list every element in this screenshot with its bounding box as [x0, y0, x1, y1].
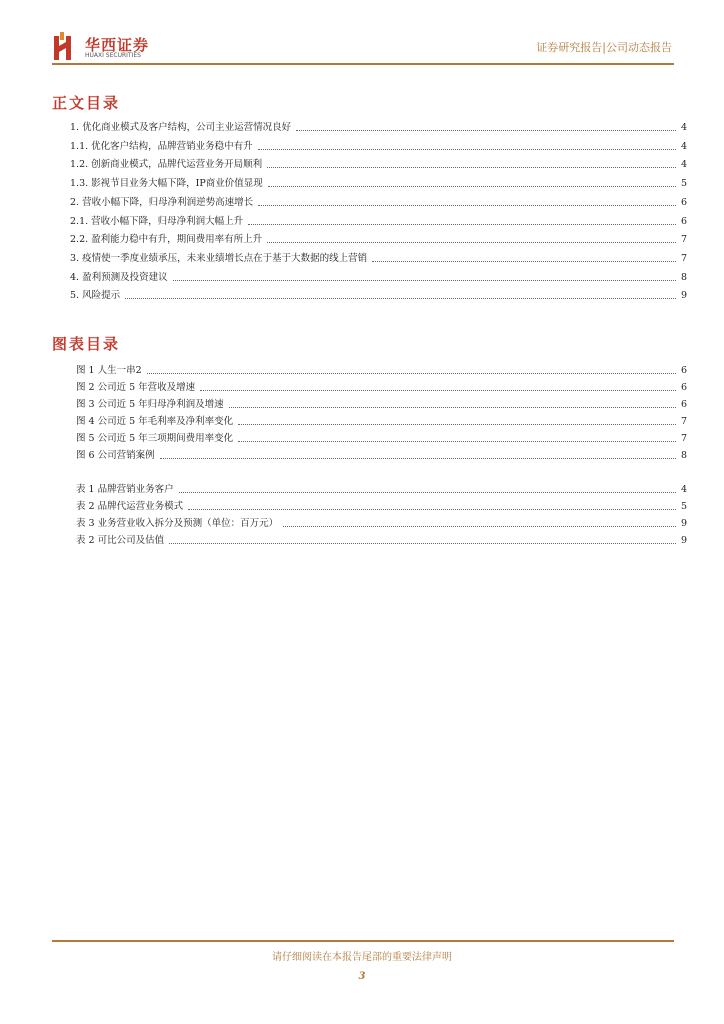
figures-title: 图表目录 — [52, 335, 121, 353]
footer-divider — [52, 940, 674, 942]
toc-entry[interactable] — [70, 288, 687, 301]
table-entry[interactable] — [76, 533, 687, 546]
figure-entry[interactable] — [76, 431, 687, 444]
table-entry-page: 4 — [680, 484, 687, 495]
figure-entry-label: 图 3 公司近 5 年归母净利润及增速 — [76, 399, 224, 410]
table-entry[interactable] — [76, 516, 687, 529]
dot-leader — [238, 441, 676, 442]
toc-entry[interactable] — [70, 232, 687, 245]
toc-entry[interactable] — [70, 176, 687, 189]
dot-leader — [229, 407, 676, 408]
figure-entry-label: 图 1 人生一串2 — [76, 365, 142, 376]
toc-entry-page: 6 — [680, 216, 687, 227]
toc-entry-label: 1.3. 影视节目业务大幅下降，IP商业价值显现 — [70, 178, 263, 189]
figure-entry-page: 6 — [680, 399, 687, 410]
dot-leader — [160, 458, 676, 459]
toc-entry-page: 4 — [680, 159, 687, 170]
toc-entry-label: 5. 风险提示 — [70, 290, 121, 301]
toc-entry-label: 4. 盈利预测及投资建议 — [70, 272, 168, 283]
dot-leader — [173, 280, 676, 281]
logo-chinese-name: 华西证券 — [85, 36, 150, 54]
huaxi-logo-icon — [52, 32, 80, 62]
toc-entry-label: 1. 优化商业模式及客户结构，公司主业运营情况良好 — [70, 122, 292, 133]
figure-entry-label: 图 4 公司近 5 年毛利率及净利率变化 — [76, 416, 234, 427]
figure-entry[interactable] — [76, 397, 687, 410]
dot-leader — [283, 526, 676, 527]
figure-entry-label: 图 2 公司近 5 年营收及增速 — [76, 382, 196, 393]
legal-notice: 请仔细阅读在本报告尾部的重要法律声明 — [272, 952, 452, 963]
toc-entry-label: 1.1. 优化客户结构，品牌营销业务稳中有升 — [70, 141, 253, 152]
toc-entry-page: 7 — [680, 253, 687, 264]
company-logo — [52, 31, 162, 63]
dot-leader — [238, 424, 676, 425]
toc-entry-page: 6 — [680, 197, 687, 208]
report-type-label: 证券研究报告|公司动态报告 — [536, 41, 672, 54]
dot-leader — [258, 149, 676, 150]
table-entry-page: 9 — [680, 535, 687, 546]
toc-entry-page: 8 — [680, 272, 687, 283]
toc-entry-label: 3. 疫情使一季度业绩承压，未来业绩增长点在于基于大数据的线上营销 — [70, 253, 368, 264]
toc-entry-page: 7 — [680, 234, 687, 245]
toc-entry-label: 2.1. 营收小幅下降，归母净利润大幅上升 — [70, 216, 244, 227]
table-entry-label: 表 1 品牌营销业务客户 — [76, 484, 174, 495]
toc-title: 正文目录 — [52, 94, 121, 112]
table-entry-label: 表 2 可比公司及估值 — [76, 535, 165, 546]
figure-entry-label: 图 6 公司营销案例 — [76, 450, 155, 461]
figure-entry[interactable] — [76, 363, 687, 376]
toc-entry[interactable] — [70, 157, 687, 170]
dot-leader — [125, 298, 676, 299]
dot-leader — [258, 205, 676, 206]
table-entry-page: 5 — [680, 501, 687, 512]
logo-english-name: HUAXI SECURITIES — [85, 52, 141, 59]
figure-entry-page: 6 — [680, 382, 687, 393]
toc-entry[interactable] — [70, 251, 687, 264]
dot-leader — [169, 543, 676, 544]
figure-entry-page: 8 — [680, 450, 687, 461]
dot-leader — [296, 130, 676, 131]
table-entry-page: 9 — [680, 518, 687, 529]
toc-entry[interactable] — [70, 139, 687, 152]
toc-entry-label: 2. 营收小幅下降，归母净利润逆势高速增长 — [70, 197, 254, 208]
figure-entry-page: 7 — [680, 416, 687, 427]
toc-entry[interactable] — [70, 270, 687, 283]
table-entry[interactable] — [76, 482, 687, 495]
toc-entry-page: 4 — [680, 141, 687, 152]
toc-entry[interactable] — [70, 214, 687, 227]
toc-entry-page: 4 — [680, 122, 687, 133]
toc-entry-label: 1.2. 创新商业模式，品牌代运营业务开局顺利 — [70, 159, 263, 170]
toc-entry-page: 9 — [680, 290, 687, 301]
dot-leader — [188, 509, 676, 510]
dot-leader — [267, 242, 676, 243]
toc-entry-page: 5 — [680, 178, 687, 189]
figure-entry[interactable] — [76, 448, 687, 461]
toc-entry[interactable] — [70, 195, 687, 208]
dot-leader — [248, 224, 676, 225]
figure-entry[interactable] — [76, 414, 687, 427]
table-entry-label: 表 2 品牌代运营业务模式 — [76, 501, 184, 512]
dot-leader — [179, 492, 676, 493]
dot-leader — [200, 390, 676, 391]
figure-entry-label: 图 5 公司近 5 年三项期间费用率变化 — [76, 433, 234, 444]
toc-entry-label: 2.2. 盈利能力稳中有升，期间费用率有所上升 — [70, 234, 263, 245]
page-number: 3 — [358, 971, 366, 982]
header-divider — [52, 63, 674, 65]
dot-leader — [268, 186, 676, 187]
figure-entry-page: 7 — [680, 433, 687, 444]
page-header — [52, 31, 672, 65]
dot-leader — [147, 373, 676, 374]
figure-entry-page: 6 — [680, 365, 687, 376]
dot-leader — [267, 167, 676, 168]
table-entry-label: 表 3 业务营业收入拆分及预测（单位：百万元） — [76, 518, 279, 529]
toc-entry[interactable] — [70, 120, 687, 133]
table-entry[interactable] — [76, 499, 687, 512]
dot-leader — [372, 261, 676, 262]
figure-entry[interactable] — [76, 380, 687, 393]
